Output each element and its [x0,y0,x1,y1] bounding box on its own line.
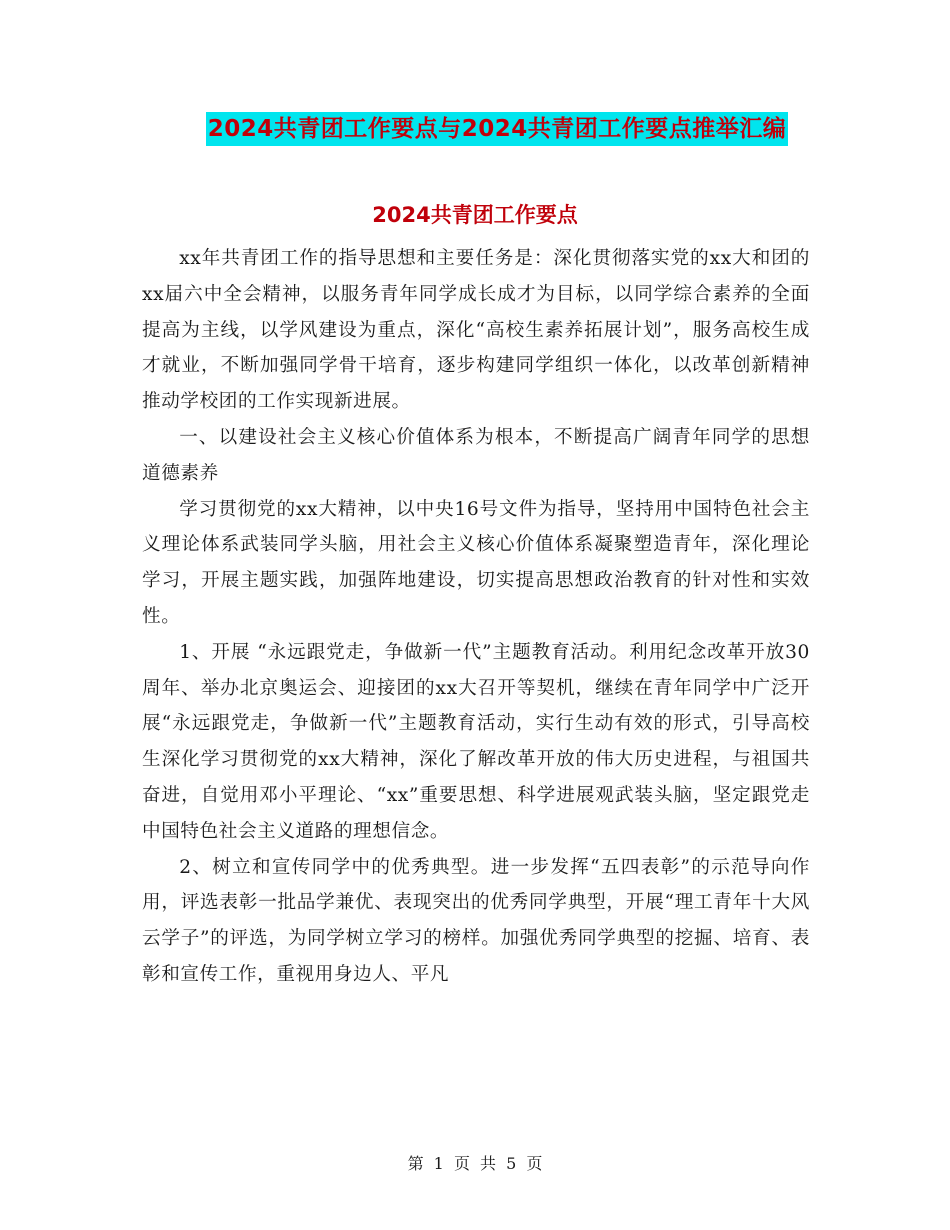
paragraph: xx年共青团工作的指导思想和主要任务是：深化贯彻落实党的xx大和团的xx届六中全会精神，以服务青年同学成长成才为目标，以同学综合素养的全面提高为主线，以学风建设为重点，深化“高校生素养拓展计划”，服务高校生成才就业，不断加强同学骨干培育，逐步构建同学组织一体化，以改革创新精神推动学校团的工作实现新进展。 [142,248,810,413]
paragraph: 一、以建设社会主义核心价值体系为根本，不断提高广阔青年同学的思想道德素养 [142,426,810,484]
paragraph: 学习贯彻党的xx大精神，以中央16号文件为指导，坚持用中国特色社会主义理论体系武装同学头脑，用社会主义核心价值体系凝聚塑造青年，深化理论学习，开展主题实践，加强阵地建设，切实提高思想政治教育的针对性和实效性。 [142,498,810,627]
document-body [142,222,810,993]
page-footer: 第 1 页 共 5 页 [407,1154,543,1173]
section-title: 2024共青团工作要点 [372,203,578,227]
paragraph: 1、开展 “永远跟党走，争做新一代”主题教育活动。利用纪念改革开放30周年、举办北京奥运会、迎接团的xx大召开等契机，继续在青年同学中广泛开展“永远跟党走，争做新一代”主题教育活动，实行生动有效的形式，引导高校生深化学习贯彻党的xx大精神，深化了解改革开放的伟大历史进程，与祖国共奋进，自觉用邓小平理论、“xx”重要思想、科学进展观武装头脑，坚定跟党走中国特色社会主义道路的理想信念。 [142,641,810,842]
paragraph: 2、树立和宣传同学中的优秀典型。进一步发挥“五四表彰”的示范导向作用，评选表彰一批品学兼优、表现突出的优秀同学典型，开展“理工青年十大风云学子”的评选，为同学树立学习的榜样。加强优秀同学典型的挖掘、培育、表彰和宣传工作，重视用身边人、平凡 [142,856,810,985]
document-title-text: 2024共青团工作要点与2024共青团工作要点推举汇编 [206,112,789,146]
document-title [0,112,950,146]
